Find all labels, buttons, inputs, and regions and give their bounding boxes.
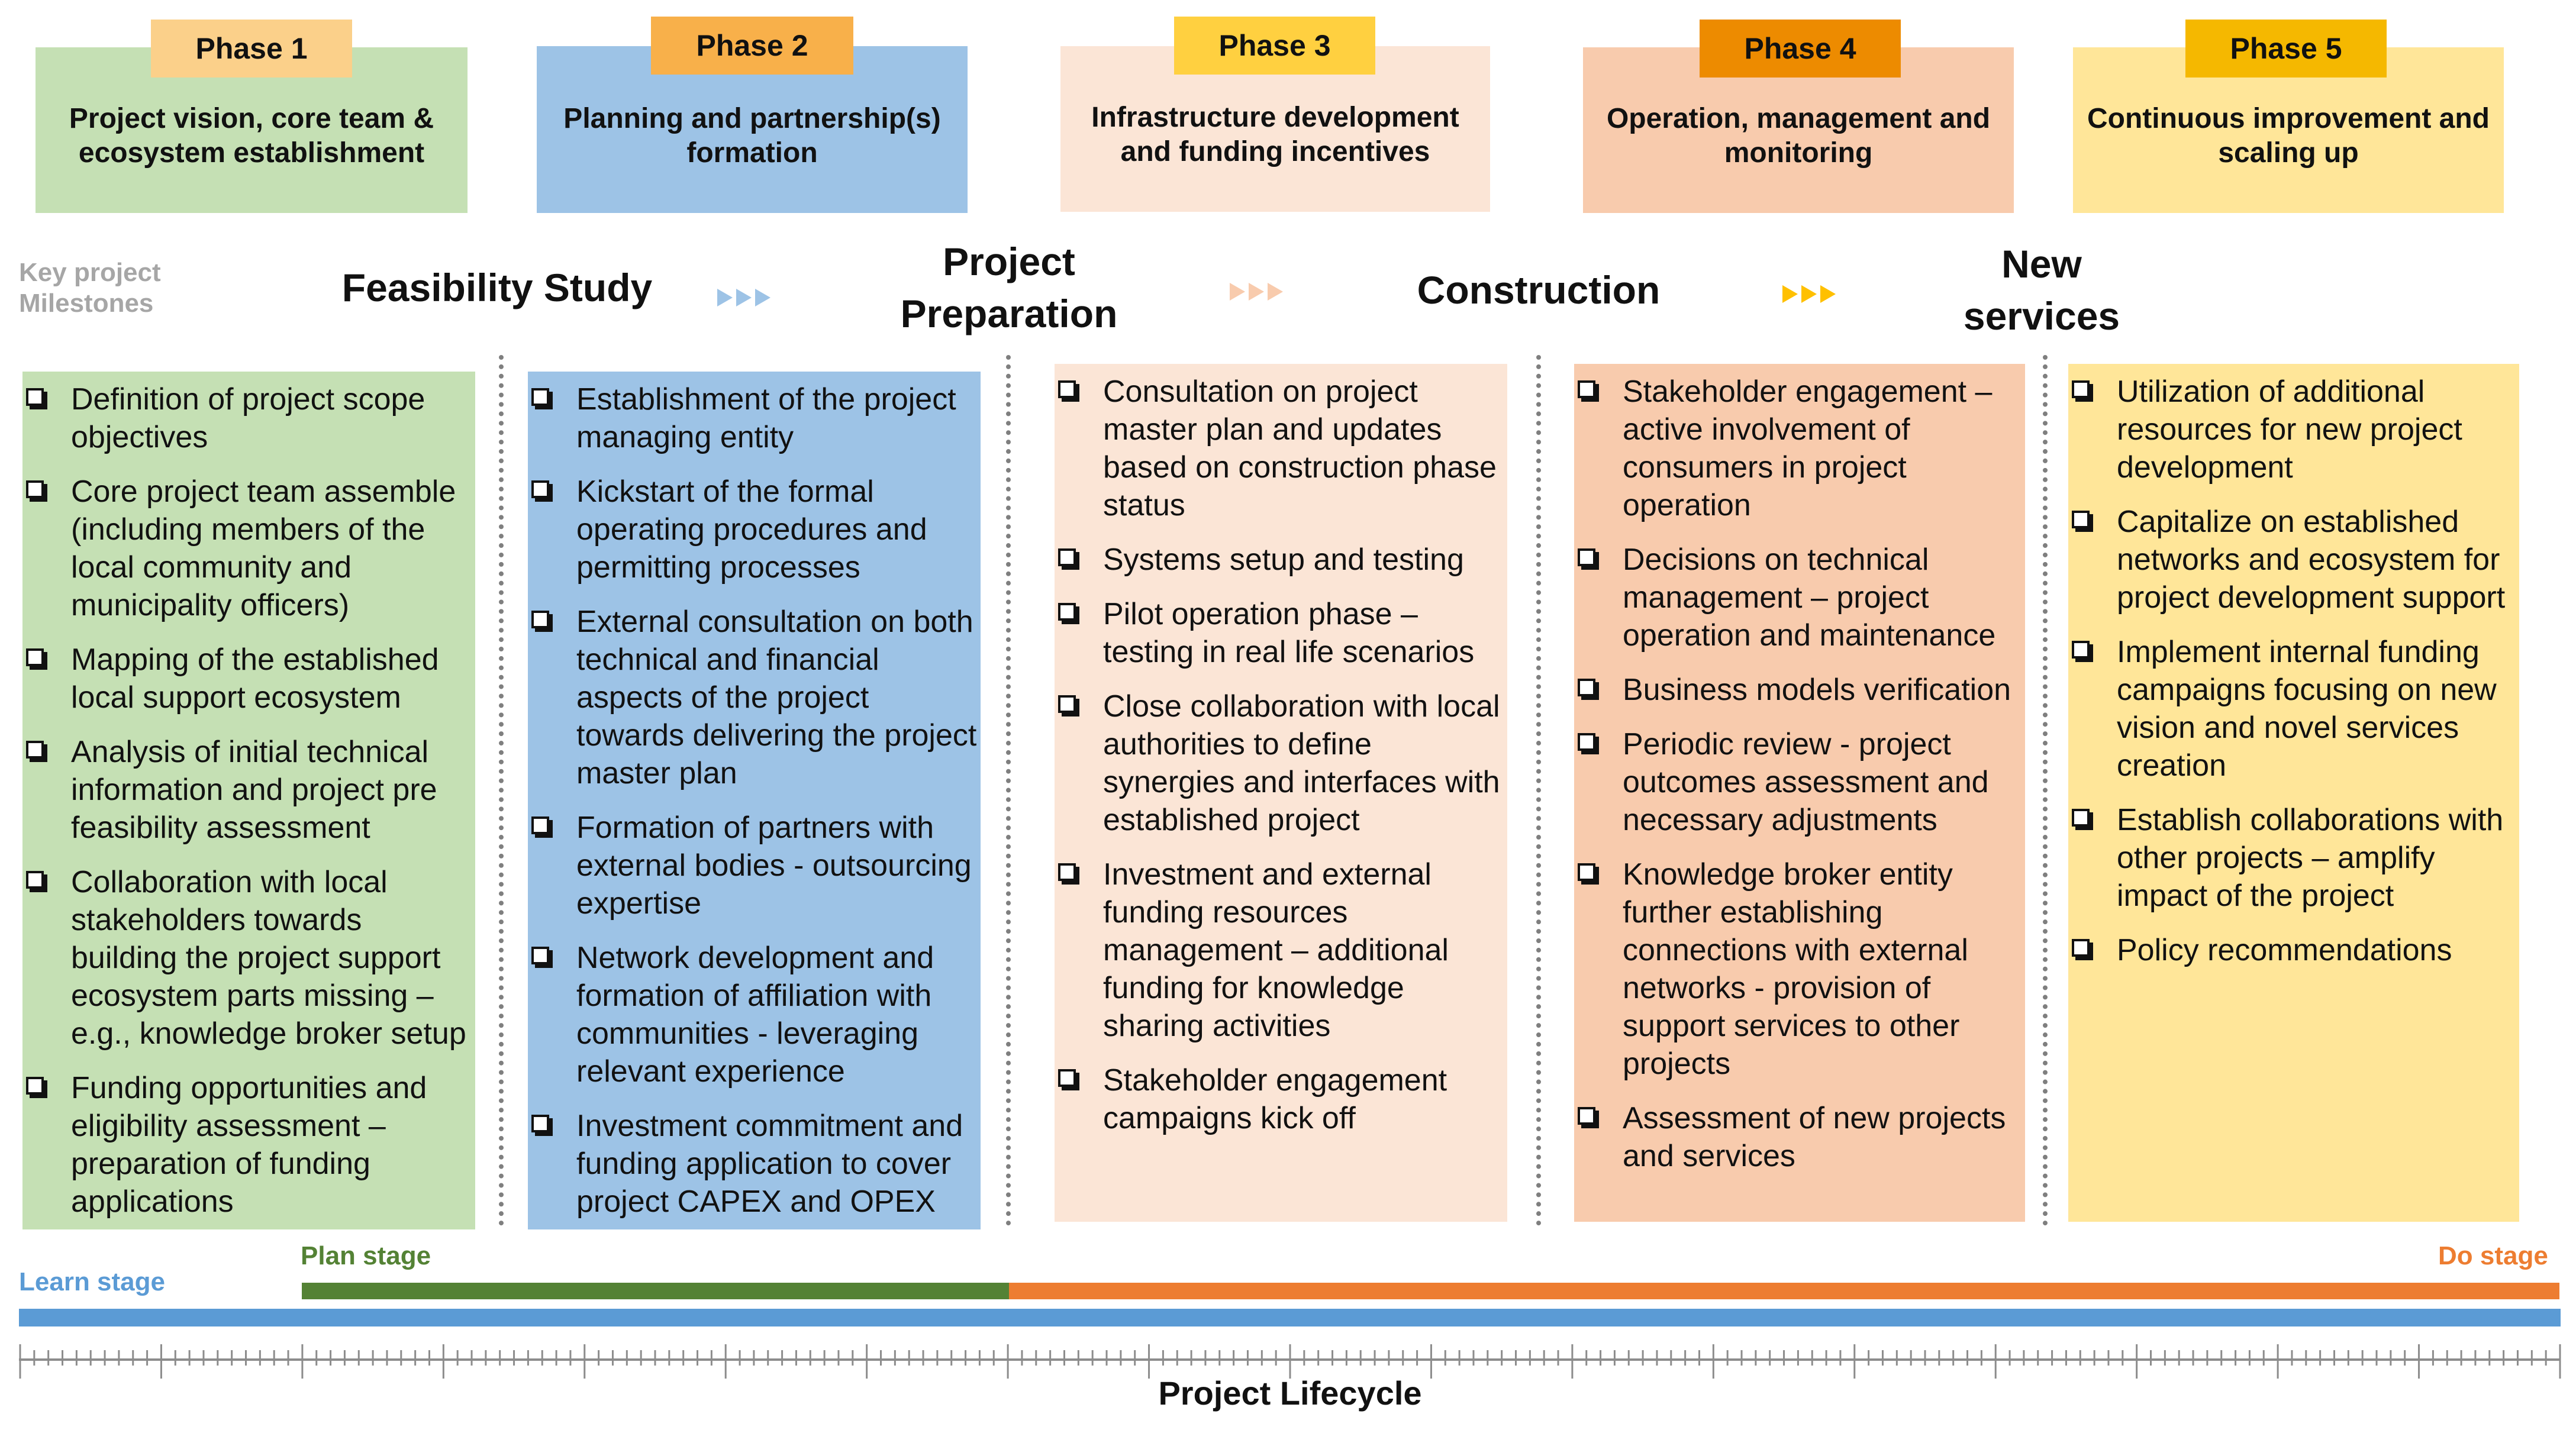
phase-4-tab-label: Phase 4 <box>1744 32 1856 65</box>
checkbox-icon <box>1578 733 1595 751</box>
list-item <box>1055 856 1507 1045</box>
phase-2-tab-label: Phase 2 <box>696 29 808 62</box>
phase-4-activity-list <box>1574 373 2025 1175</box>
checkbox-icon <box>26 1077 44 1095</box>
list-item-text: Stakeholder engagement – active involvement of consumers in project operation <box>1623 375 1993 522</box>
phase-3-tab-label: Phase 3 <box>1218 29 1331 62</box>
checkbox-icon <box>26 741 44 759</box>
list-item-text: Analysis of initial technical information and project pre feasibility assessment <box>71 735 437 845</box>
phase-5-activities <box>2068 364 2519 1222</box>
list-item <box>1574 725 2025 839</box>
list-item <box>2068 503 2519 617</box>
phase-5-tab-label: Phase 5 <box>2230 32 2342 65</box>
list-item-text: Formation of partners with external bodies - outsourcing expertise <box>576 811 972 921</box>
checkbox-icon <box>26 648 44 666</box>
phase-2-activity-list <box>528 380 981 1221</box>
checkbox-icon <box>1058 863 1076 881</box>
list-item <box>22 733 475 847</box>
phase-4-activities <box>1574 364 2025 1222</box>
list-item <box>528 939 981 1090</box>
list-item <box>528 473 981 586</box>
checkbox-icon <box>531 816 549 834</box>
phase-1-tab <box>151 20 352 78</box>
checkbox-icon <box>1578 1107 1595 1125</box>
list-item-text: Definition of project scope objectives <box>71 382 425 454</box>
project-lifecycle-label: Project Lifecycle <box>1158 1374 1422 1412</box>
list-item-text: Funding opportunities and eligibility assessment – preparation of funding applications <box>71 1071 427 1219</box>
learn-stage-bar <box>19 1309 2561 1327</box>
phase-2-tab <box>651 17 853 75</box>
list-item-text: Establish collaborations with other projects – amplify impact of the project <box>2117 803 2504 913</box>
list-item-text: Core project team assemble (including members of the local community and municipality officers) <box>71 475 456 622</box>
list-item <box>1574 856 2025 1083</box>
phase-1-tab-label: Phase 1 <box>195 32 308 65</box>
list-item-text: Capitalize on established networks and ecosystem for project development support <box>2117 505 2506 615</box>
list-item-text: Knowledge broker entity further establishing connections with external networks - provision of support services to other projects <box>1623 857 1968 1081</box>
list-item-text: Utilization of additional resources for new project development <box>2117 375 2462 485</box>
phase-3-activities <box>1055 364 1507 1222</box>
column-divider-4 <box>2043 355 2048 1226</box>
milestone-arrow-1 <box>717 289 770 306</box>
list-item-text: Policy recommendations <box>2117 933 2452 967</box>
phase-2-activities <box>528 372 981 1229</box>
list-item <box>1574 1099 2025 1175</box>
list-item <box>22 473 475 624</box>
checkbox-icon <box>1058 695 1076 713</box>
milestone-new-services: New services <box>1963 242 2120 338</box>
milestone-arrow-3 <box>1782 285 1836 303</box>
list-item <box>1055 1061 1507 1137</box>
do-stage-bar <box>1009 1283 2559 1299</box>
list-item-text: Investment commitment and funding application to cover project CAPEX and OPEX <box>576 1109 963 1219</box>
phase-1-activity-list <box>22 380 475 1221</box>
list-item-text: Investment and external funding resources management – additional funding for knowledge sharing activities <box>1103 857 1449 1043</box>
checkbox-icon <box>531 611 549 628</box>
checkbox-icon <box>2072 939 2090 957</box>
list-item <box>2068 931 2519 969</box>
list-item <box>1574 541 2025 654</box>
list-item-text: Collaboration with local stakeholders towards building the project support ecosystem parts missing – e.g., knowledge broker setup <box>71 865 466 1051</box>
checkbox-icon <box>2072 380 2090 398</box>
plan-stage-label: Plan stage <box>301 1241 431 1270</box>
list-item-text: Periodic review - project outcomes assessment and necessary adjustments <box>1623 727 1989 837</box>
list-item <box>2068 373 2519 486</box>
list-item <box>2068 801 2519 915</box>
checkbox-icon <box>1058 548 1076 566</box>
milestone-arrow-2 <box>1230 283 1283 301</box>
phase-4-title: Operation, management and monitoring <box>1606 103 1991 169</box>
phase-5-tab <box>2185 20 2387 78</box>
list-item <box>1055 541 1507 579</box>
list-item <box>1574 373 2025 524</box>
checkbox-icon <box>1058 603 1076 621</box>
column-divider-1 <box>499 355 504 1226</box>
checkbox-icon <box>2072 641 2090 659</box>
list-item-text: Kickstart of the formal operating procedures and permitting processes <box>576 475 927 585</box>
list-item <box>528 603 981 792</box>
list-item <box>22 641 475 716</box>
list-item <box>22 1069 475 1221</box>
phase-3-title: Infrastructure development and funding incentives <box>1091 102 1459 167</box>
checkbox-icon <box>26 871 44 889</box>
checkbox-icon <box>1058 380 1076 398</box>
list-item-text: Establishment of the project managing entity <box>576 382 956 454</box>
list-item <box>528 1107 981 1221</box>
list-item-text: Stakeholder engagement campaigns kick off <box>1103 1063 1447 1135</box>
list-item-text: Network development and formation of affiliation with communities - leveraging relevant experience <box>576 941 934 1089</box>
list-item-text: Business models verification <box>1623 673 2011 707</box>
list-item-text: Systems setup and testing <box>1103 543 1464 577</box>
checkbox-icon <box>1578 679 1595 696</box>
checkbox-icon <box>531 388 549 406</box>
list-item <box>528 380 981 456</box>
checkbox-icon <box>26 388 44 406</box>
milestone-project-preparation: Project Preparation <box>900 240 1118 335</box>
list-item <box>22 863 475 1053</box>
checkbox-icon <box>531 947 549 964</box>
column-divider-3 <box>1536 355 1541 1226</box>
phase-1-title: Project vision, core team & ecosystem establishment <box>69 103 434 169</box>
list-item-text: Mapping of the established local support ecosystem <box>71 643 439 715</box>
list-item <box>1574 671 2025 709</box>
list-item <box>1055 595 1507 671</box>
list-item <box>1055 688 1507 839</box>
checkbox-icon <box>531 1115 549 1132</box>
checkbox-icon <box>1058 1069 1076 1087</box>
phase-1-activities <box>22 372 475 1229</box>
list-item-text: Consultation on project master plan and updates based on construction phase status <box>1103 375 1497 522</box>
list-item-text: Assessment of new projects and services <box>1623 1101 2006 1173</box>
list-item <box>2068 633 2519 785</box>
column-divider-2 <box>1006 355 1011 1226</box>
list-item <box>22 380 475 456</box>
phase-5-title: Continuous improvement and scaling up <box>2087 103 2490 169</box>
phase-4-tab <box>1700 20 1901 78</box>
list-item <box>1055 373 1507 524</box>
phase-3-activity-list <box>1055 373 1507 1137</box>
checkbox-icon <box>1578 548 1595 566</box>
list-item-text: External consultation on both technical and financial aspects of the project towards delivering the project master plan <box>576 605 977 790</box>
list-item-text: Close collaboration with local authorities to define synergies and interfaces with established project <box>1103 689 1500 837</box>
list-item-text: Pilot operation phase – testing in real life scenarios <box>1103 597 1475 669</box>
plan-stage-bar <box>302 1283 1009 1299</box>
checkbox-icon <box>531 480 549 498</box>
checkbox-icon <box>26 480 44 498</box>
list-item-text: Implement internal funding campaigns focusing on new vision and novel services creation <box>2117 635 2497 783</box>
checkbox-icon <box>2072 809 2090 827</box>
phase-3-tab <box>1174 17 1375 75</box>
milestone-construction: Construction <box>1417 268 1661 312</box>
learn-stage-label: Learn stage <box>19 1267 165 1296</box>
checkbox-icon <box>2072 511 2090 528</box>
phase-5-activity-list <box>2068 373 2519 969</box>
phase-2-title: Planning and partnership(s) formation <box>563 103 941 169</box>
do-stage-label: Do stage <box>2438 1241 2548 1270</box>
milestones-label: Key project Milestones <box>19 258 161 318</box>
checkbox-icon <box>1578 863 1595 881</box>
list-item-text: Decisions on technical management – project operation and maintenance <box>1623 543 1996 653</box>
checkbox-icon <box>1578 380 1595 398</box>
list-item <box>528 809 981 922</box>
milestone-feasibility-study: Feasibility Study <box>341 266 653 309</box>
